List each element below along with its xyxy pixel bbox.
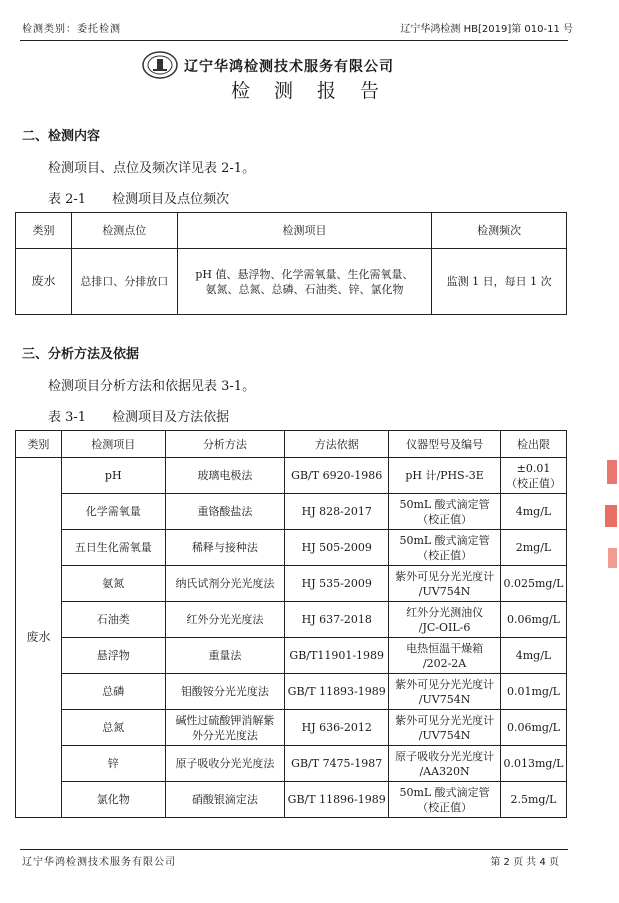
table-2-1-caption: 表 2-1 检测项目及点位频次 [48,192,230,207]
instrument-cell-line: 紫外可见分光光度计 [395,677,495,691]
header-divider [20,40,568,41]
table-row [16,249,567,315]
limit-cell [500,602,566,638]
section-heading-content: 二、检测内容 [22,129,101,144]
table-row [16,602,567,638]
item-cell [61,782,165,818]
method-cell: 纳氏试剂分光光度法 [165,566,285,602]
col-header: 检测项目 [177,213,431,249]
instrument-cell [389,746,501,782]
limit-cell [500,494,566,530]
instrument-cell-line: /JC-OIL-6 [418,620,471,634]
basis-cell [285,494,389,530]
table-3-1-caption: 表 3-1 检测项目及方法依据 [48,410,230,425]
basis-cell-line: GB/T 11896-1989 [287,793,386,806]
limit-cell [500,638,566,674]
items-cell [177,249,431,315]
company-name: 辽宁华鸿检测技术服务有限公司 [184,59,394,75]
method-cell: 硝酸银滴定法 [165,782,285,818]
method-cell: 红外分光光度法 [165,602,285,638]
instrument-cell-line: 紫外可见分光光度计 [395,569,495,583]
method-cell: 原子吸收分光光度法 [165,746,285,782]
limit-cell-line: 0.013mg/L [503,757,564,770]
instrument-cell [389,638,501,674]
limit-cell-line: 0.025mg/L [503,577,564,590]
instrument-cell-line: /UV754N [418,584,471,598]
instrument-cell-line: 紫外可见分光光度计 [395,713,495,727]
basis-cell-line: HJ 505-2009 [301,541,372,554]
item-cell [61,674,165,710]
col-header: 分析方法 [165,431,285,458]
instrument-cell [389,566,501,602]
limit-cell-line: 0.06mg/L [507,721,560,734]
items-line: 氨氮、总氮、总磷、石油类、锌、氯化物 [205,282,404,296]
item-cell-line: 石油类 [96,613,130,626]
limit-cell [500,674,566,710]
basis-cell [285,566,389,602]
item-cell-line: pH [104,469,122,482]
item-cell [61,602,165,638]
instrument-cell [389,602,501,638]
limit-cell-line: （校正值） [505,476,561,490]
instrument-cell [389,710,501,746]
basis-cell [285,602,389,638]
item-cell-line: 化学需氧量 [85,505,141,518]
limit-cell [500,458,566,494]
instrument-cell-line: 原子吸收分光光度计 [395,749,495,763]
basis-cell-line: GB/T 6920-1986 [291,469,383,482]
item-cell-line: 氯化物 [96,793,130,806]
limit-cell-line: 4mg/L [515,505,552,518]
item-cell-line: 总磷 [102,685,125,698]
item-cell [61,494,165,530]
col-header: 检测项目 [61,431,165,458]
col-header: 检测频次 [432,213,567,249]
method-cell: 重铬酸盐法 [165,494,285,530]
limit-cell-line: 2mg/L [515,541,552,554]
basis-cell [285,458,389,494]
col-header: 检测点位 [71,213,177,249]
table-row [16,782,567,818]
basis-cell-line: GB/T 11893-1989 [287,685,386,698]
table-row [16,674,567,710]
item-cell [61,638,165,674]
limit-cell-line: ±0.01 [516,461,551,475]
instrument-cell-line: （校正值） [417,512,473,526]
limit-cell-line: 4mg/L [515,649,552,662]
basis-cell [285,782,389,818]
basis-cell-line: HJ 535-2009 [301,577,372,590]
instrument-cell [389,530,501,566]
instrument-cell-line: pH 计/PHS-3E [405,469,484,482]
limit-cell [500,530,566,566]
frequency-cell: 监测 1 日，每日 1 次 [432,249,567,315]
instrument-cell [389,674,501,710]
item-cell [61,530,165,566]
limit-cell-line: 0.01mg/L [507,685,560,698]
item-cell-line: 总氮 [102,721,125,734]
table-3-1 [15,430,567,818]
section2-text: 检测项目、点位及频次详见表 2-1。 [48,161,256,176]
col-header: 仪器型号及编号 [389,431,501,458]
basis-cell-line: GB/T 7475-1987 [291,757,383,770]
limit-cell [500,782,566,818]
instrument-cell-line: /UV754N [418,728,471,742]
report-title: 检 测 报 告 [230,80,389,102]
instrument-cell-line: 红外分光测油仪 [406,605,484,619]
method-cell: 玻璃电极法 [165,458,285,494]
points-cell: 总排口、分排放口 [71,249,177,315]
section-heading-methods: 三、分析方法及依据 [22,347,140,362]
instrument-cell-line: /AA320N [419,764,470,778]
table-row [16,746,567,782]
limit-cell [500,710,566,746]
instrument-cell-line: 50mL 酸式滴定管 [399,533,490,547]
table-row [16,458,567,494]
col-header: 方法依据 [285,431,389,458]
instrument-cell [389,458,501,494]
instrument-cell-line: 50mL 酸式滴定管 [399,785,490,799]
item-cell [61,566,165,602]
page-number: 第 2 页 共 4 页 [490,857,559,868]
instrument-cell [389,782,501,818]
category-cell: 废水 [16,458,62,818]
instrument-cell-line: （校正值） [417,800,473,814]
col-header: 类别 [16,431,62,458]
basis-cell-line: HJ 637-2018 [301,613,372,626]
table-row [16,566,567,602]
footer-company: 辽宁华鸿检测技术服务有限公司 [22,857,176,868]
limit-cell-line: 0.06mg/L [507,613,560,626]
items-line: pH 值、悬浮物、化学需氧量、生化需氧量、 [195,267,414,281]
table-2-1 [15,212,567,315]
instrument-cell-line: （校正值） [417,548,473,562]
basis-cell [285,530,389,566]
instrument-cell-line: /202-2A [422,656,467,670]
table-header-row [16,213,567,249]
col-header: 类别 [16,213,72,249]
item-cell [61,746,165,782]
report-number: 辽宁华鸿检测 HB[2019]第 010-11 号 [400,24,573,35]
table-header-row [16,431,567,458]
report-category: 检测类别：委托检测 [22,24,121,35]
red-stamp-fragment [603,460,617,585]
col-header: 检出限 [500,431,566,458]
item-cell-line: 五日生化需氧量 [74,541,152,554]
method-cell: 碱性过硫酸钾消解紫外分光光度法 [165,710,285,746]
table-row [16,710,567,746]
basis-cell [285,746,389,782]
instrument-cell-line: /UV754N [418,692,471,706]
basis-cell [285,638,389,674]
limit-cell [500,566,566,602]
basis-cell [285,674,389,710]
basis-cell-line: HJ 636-2012 [301,721,372,734]
item-cell-line: 氨氮 [102,577,125,590]
table-row [16,638,567,674]
instrument-cell-line: 电热恒温干燥箱 [406,641,484,655]
table-row [16,494,567,530]
basis-cell [285,710,389,746]
instrument-cell [389,494,501,530]
method-cell: 重量法 [165,638,285,674]
basis-cell-line: HJ 828-2017 [301,505,372,518]
instrument-cell-line: 50mL 酸式滴定管 [399,497,490,511]
limit-cell [500,746,566,782]
basis-cell-line: GB/T11901-1989 [289,649,385,662]
table-row [16,530,567,566]
section3-text: 检测项目分析方法和依据见表 3-1。 [48,379,256,394]
item-cell [61,458,165,494]
method-cell: 稀释与接种法 [165,530,285,566]
item-cell [61,710,165,746]
footer-divider [20,849,568,850]
item-cell-line: 锌 [107,757,119,770]
method-cell: 钼酸铵分光光度法 [165,674,285,710]
category-cell: 废水 [16,249,72,315]
limit-cell-line: 2.5mg/L [510,793,557,806]
item-cell-line: 悬浮物 [96,649,130,662]
